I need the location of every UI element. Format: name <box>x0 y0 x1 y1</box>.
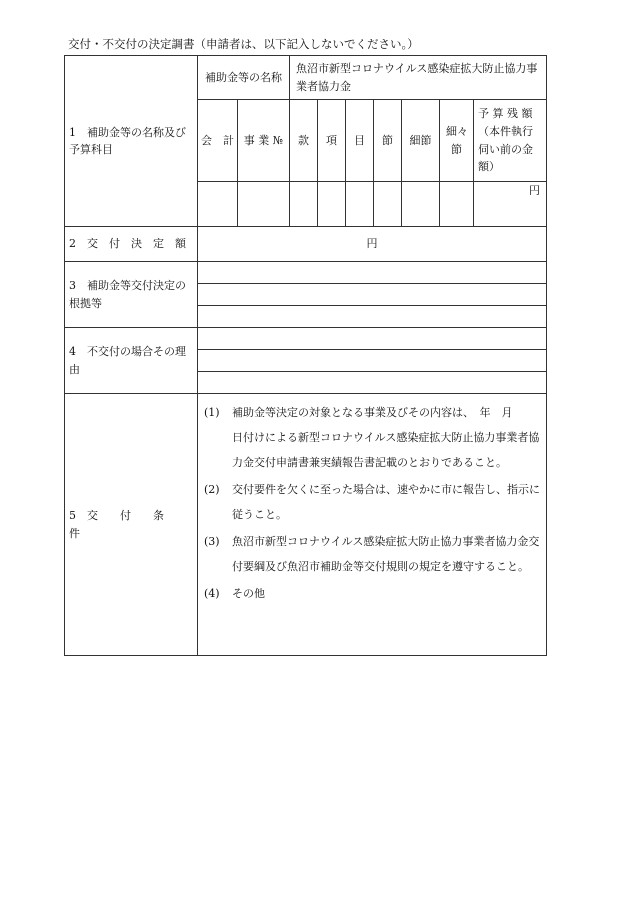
cell-kan[interactable] <box>290 182 318 227</box>
col-project-no: 事 業 № <box>238 100 290 182</box>
conditions-label: 5 交 付 条 件 <box>65 394 198 656</box>
decision-amount-label: 2 交 付 決 定 額 <box>65 227 198 262</box>
condition-item <box>204 400 540 475</box>
condition-text: 交付要件を欠くに至った場合は、速やかに市に報告し、指示に従うこと。 <box>232 483 540 521</box>
col-account: 会 計 <box>198 100 238 182</box>
cell-saisetsu[interactable] <box>402 182 440 227</box>
col-kou: 項 <box>318 100 346 182</box>
basis-line-2[interactable] <box>198 284 547 306</box>
basis-line-3[interactable] <box>198 306 547 328</box>
cell-saisaisetsu[interactable] <box>440 182 474 227</box>
condition-text: その他 <box>232 587 265 600</box>
subsidy-name-value: 魚沼市新型コロナウイルス感染症拡大防止協力事業者協力金 <box>290 56 547 100</box>
cell-setsu[interactable] <box>374 182 402 227</box>
decision-amount-unit[interactable]: 円 <box>198 227 547 262</box>
condition-item <box>204 581 540 606</box>
reason-line-2[interactable] <box>198 350 547 372</box>
budget-balance-unit[interactable]: 円 <box>474 182 547 227</box>
col-moku: 目 <box>346 100 374 182</box>
basis-label: 3 補助金等交付決定の根拠等 <box>65 262 198 328</box>
cell-moku[interactable] <box>346 182 374 227</box>
col-kan: 款 <box>290 100 318 182</box>
condition-number: (1) <box>204 406 220 419</box>
basis-line-1[interactable] <box>198 262 547 284</box>
reason-line-3[interactable] <box>198 372 547 394</box>
condition-number: (4) <box>204 587 220 600</box>
col-saisetsu: 細節 <box>402 100 440 182</box>
col-saisaisetsu: 細々節 <box>440 100 474 182</box>
subsidy-name-header: 補助金等の名称 <box>198 56 290 100</box>
col-setsu: 節 <box>374 100 402 182</box>
col-budget-balance: 予 算 残 額（本件執行伺い前の金額） <box>474 100 547 182</box>
decision-table <box>64 55 547 656</box>
refusal-reason-label: 4 不交付の場合その理由 <box>65 328 198 394</box>
form-heading: 交付・不交付の決定調書（申請者は、以下記入しないでください。） <box>68 37 419 51</box>
cell-account[interactable] <box>198 182 238 227</box>
condition-text: 補助金等決定の対象となる事業及びその内容は、 年 月 日付けによる新型コロナウイルス感染症拡大防止協力事業者協力金交付申請書兼実績報告書記載のとおりであること。 <box>232 406 540 469</box>
budget-item-label: 1 補助金等の名称及び予算科目 <box>65 56 198 227</box>
condition-number: (3) <box>204 535 220 548</box>
condition-item <box>204 529 540 579</box>
conditions-content <box>198 394 547 656</box>
condition-item <box>204 477 540 527</box>
reason-line-1[interactable] <box>198 328 547 350</box>
condition-number: (2) <box>204 483 220 496</box>
condition-text: 魚沼市新型コロナウイルス感染症拡大防止協力事業者協力金交付要綱及び魚沼市補助金等交付規則の規定を遵守すること。 <box>232 535 540 573</box>
cell-project-no[interactable] <box>238 182 290 227</box>
cell-kou[interactable] <box>318 182 346 227</box>
